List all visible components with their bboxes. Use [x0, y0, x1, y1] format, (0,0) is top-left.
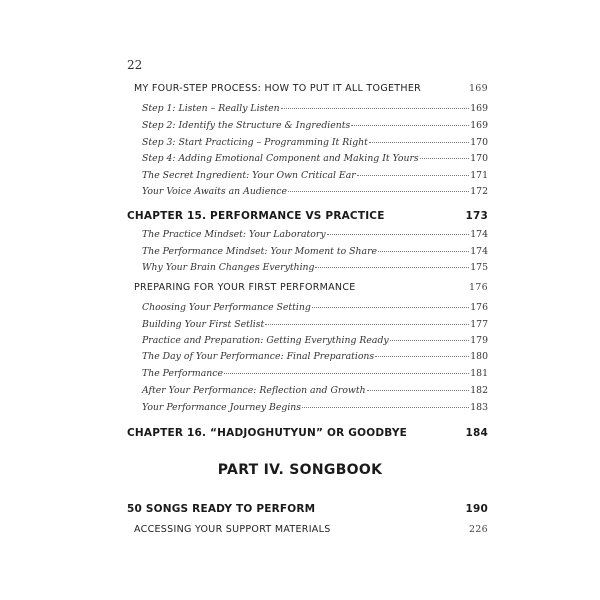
toc-item[interactable] [142, 402, 488, 413]
toc-item[interactable] [142, 229, 488, 240]
toc-page-number: 177 [470, 319, 488, 330]
dot-leader [357, 175, 470, 176]
toc-page-number: 171 [470, 170, 488, 181]
toc-item-title: After Your Performance: Reflection and Growth [142, 385, 366, 396]
dot-leader [281, 108, 470, 109]
toc-page-number: 175 [470, 262, 488, 273]
toc-page-number: 226 [468, 524, 488, 535]
toc-chapter-title: CHAPTER 15. PERFORMANCE VS PRACTICE [127, 210, 385, 222]
dot-leader [312, 307, 469, 308]
toc-page-number: 176 [470, 302, 488, 313]
toc-section-four-step[interactable] [134, 83, 488, 94]
dot-leader [265, 324, 469, 325]
toc-item[interactable] [142, 103, 488, 114]
toc-page-number: 183 [470, 402, 488, 413]
toc-item-title: Step 4: Adding Emotional Component and Making It Yours [142, 153, 419, 164]
toc-item[interactable] [142, 319, 488, 330]
toc-page-number: 190 [465, 503, 488, 515]
toc-item[interactable] [142, 385, 488, 396]
dot-leader [327, 234, 470, 235]
toc-item-title: Step 1: Listen – Really Listen [142, 103, 280, 114]
toc-page-number: 180 [470, 351, 488, 362]
toc-item[interactable] [142, 368, 488, 379]
dot-leader [288, 191, 469, 192]
toc-item[interactable] [142, 120, 488, 131]
toc-item[interactable] [142, 246, 488, 257]
toc-page-number: 169 [470, 120, 488, 131]
toc-item-title: The Secret Ingredient: Your Own Critical Ear [142, 170, 356, 181]
toc-item[interactable] [142, 186, 488, 197]
toc-page-number: 181 [470, 368, 488, 379]
toc-item-title: Your Performance Journey Begins [142, 402, 302, 413]
dot-leader [367, 390, 470, 391]
toc-item-title: Building Your First Setlist [142, 319, 265, 330]
dot-leader [390, 340, 470, 341]
part-heading: PART IV. SONGBOOK [217, 462, 383, 478]
toc-section-title: PREPARING FOR YOUR FIRST PERFORMANCE [134, 282, 356, 293]
page-number: 22 [127, 58, 143, 72]
toc-item[interactable] [142, 170, 488, 181]
dot-leader [315, 267, 469, 268]
toc-chapter-16[interactable] [127, 427, 488, 439]
toc-item-title: The Performance [142, 368, 223, 379]
toc-page-number: 182 [470, 385, 488, 396]
toc-item-title: Your Voice Awaits an Audience [142, 186, 287, 197]
dot-leader [351, 125, 469, 126]
toc-item-title: The Day of Your Performance: Final Preparations [142, 351, 375, 362]
toc-item-title: Step 3: Start Practicing – Programming It Right [142, 137, 368, 148]
dot-leader [378, 251, 469, 252]
toc-page-number: 173 [465, 210, 488, 222]
dot-leader [375, 356, 469, 357]
dot-leader [224, 373, 469, 374]
toc-chapter-title: 50 SONGS READY TO PERFORM [127, 503, 316, 515]
dot-leader [420, 158, 470, 159]
toc-support-materials[interactable] [134, 524, 488, 535]
toc-item[interactable] [142, 335, 488, 346]
toc-item[interactable] [142, 262, 488, 273]
toc-item[interactable] [142, 137, 488, 148]
toc-section-title: ACCESSING YOUR SUPPORT MATERIALS [134, 524, 331, 535]
toc-page-number: 170 [470, 153, 488, 164]
toc-item-title: Why Your Brain Changes Everything [142, 262, 315, 273]
toc-item[interactable] [142, 302, 488, 313]
toc-page-number: 176 [468, 282, 488, 293]
toc-page-number: 169 [470, 103, 488, 114]
toc-chapter-15[interactable] [127, 210, 488, 222]
toc-page-number: 174 [470, 229, 488, 240]
toc-item-title: The Performance Mindset: Your Moment to Share [142, 246, 378, 257]
toc-page-number: 184 [465, 427, 488, 439]
dot-leader [369, 142, 469, 143]
toc-item-title: Choosing Your Performance Setting [142, 302, 311, 313]
toc-chapter-title: CHAPTER 16. “HADJOGHUTYUN” OR GOODBYE [127, 427, 408, 439]
toc-item[interactable] [142, 153, 488, 164]
dot-leader [302, 407, 469, 408]
toc-songs[interactable] [127, 503, 488, 515]
toc-item[interactable] [142, 351, 488, 362]
toc-item-title: Practice and Preparation: Getting Everything Ready [142, 335, 389, 346]
toc-item-title: Step 2: Identify the Structure & Ingredients [142, 120, 351, 131]
toc-page-number: 172 [470, 186, 488, 197]
toc-section-preparing[interactable] [134, 282, 488, 293]
toc-item-title: The Practice Mindset: Your Laboratory [142, 229, 326, 240]
toc-page-number: 169 [468, 83, 488, 94]
toc-page-number: 174 [470, 246, 488, 257]
toc-section-title: MY FOUR-STEP PROCESS: HOW TO PUT IT ALL TOGETHER [134, 83, 422, 94]
toc-page-number: 179 [470, 335, 488, 346]
toc-page-number: 170 [470, 137, 488, 148]
